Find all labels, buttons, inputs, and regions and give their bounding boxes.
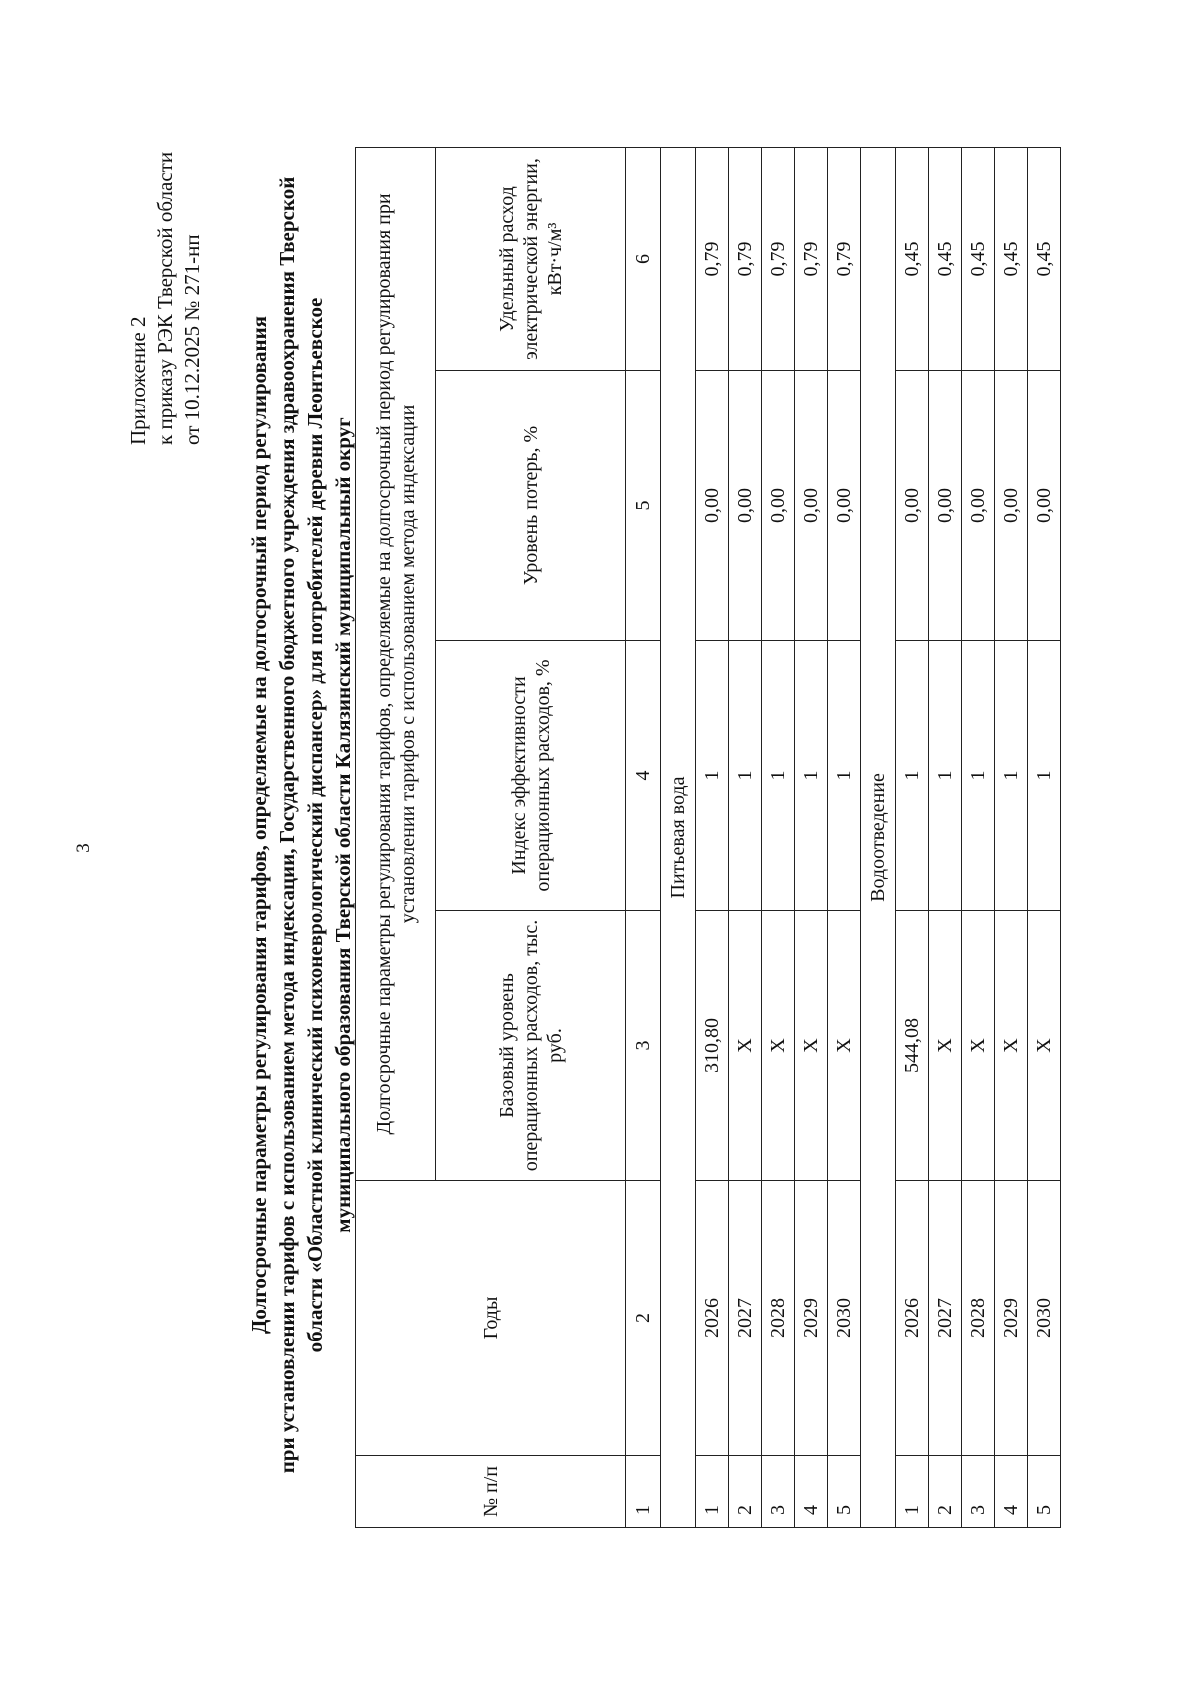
cell-num: 1 xyxy=(896,1456,929,1528)
appendix-line-2: к приказу РЭК Тверской области xyxy=(153,151,177,445)
header-energy-consumption: Удельный расход электрической энергии, кВт·ч/м³ xyxy=(436,147,626,370)
cell-year: 2026 xyxy=(696,1181,729,1456)
table-row xyxy=(795,147,828,1527)
appendix-line-3: от 10.12.2025 № 271-нп xyxy=(180,234,204,445)
column-number: 6 xyxy=(626,147,661,370)
cell-num: 5 xyxy=(1028,1456,1061,1528)
title-line-2: при установлении тарифов с использованием метода индексации, Государственного бюджетного учреждения здравоохранения Тверской xyxy=(275,176,299,1474)
cell-year: 2030 xyxy=(1028,1181,1061,1456)
cell-base-level: X xyxy=(762,911,795,1181)
page-number: 3 xyxy=(73,843,94,853)
cell-efficiency-index: 1 xyxy=(696,641,729,911)
header-group: Долгосрочные параметры регулирования тарифов, определяемые на долгосрочный период регулирования при установлении тарифов с использованием метода индексации xyxy=(356,147,436,1180)
appendix-reference xyxy=(125,115,206,445)
table-row xyxy=(729,147,762,1527)
cell-year: 2028 xyxy=(762,1181,795,1456)
cell-loss-level: 0,00 xyxy=(896,371,929,641)
header-years: Годы xyxy=(356,1181,626,1456)
cell-num: 2 xyxy=(729,1456,762,1528)
cell-efficiency-index: 1 xyxy=(729,641,762,911)
table-row xyxy=(828,147,861,1527)
cell-year: 2026 xyxy=(896,1181,929,1456)
cell-efficiency-index: 1 xyxy=(962,641,995,911)
cell-loss-level: 0,00 xyxy=(762,371,795,641)
cell-base-level: 544,08 xyxy=(896,911,929,1181)
appendix-line-1: Приложение 2 xyxy=(126,316,150,445)
cell-energy: 0,79 xyxy=(828,147,861,370)
title-line-4: муниципального образования Тверской области Калязинский муниципальный округ xyxy=(331,417,355,1233)
cell-efficiency-index: 1 xyxy=(995,641,1028,911)
section-title-drinking-water: Питьевая вода xyxy=(661,147,696,1527)
column-number: 5 xyxy=(626,371,661,641)
title-line-3: области «Областной клинический психоневрологический диспансер» для потребителей деревни Леонтьевское xyxy=(303,297,327,1353)
cell-num: 3 xyxy=(962,1456,995,1528)
cell-year: 2027 xyxy=(729,1181,762,1456)
column-number: 4 xyxy=(626,641,661,911)
cell-base-level: 310,80 xyxy=(696,911,729,1181)
header-efficiency-index: Индекс эффективности операционных расходов, % xyxy=(436,641,626,911)
cell-num: 2 xyxy=(929,1456,962,1528)
cell-efficiency-index: 1 xyxy=(762,641,795,911)
table-row xyxy=(929,147,962,1527)
cell-base-level: X xyxy=(1028,911,1061,1181)
cell-base-level: X xyxy=(729,911,762,1181)
cell-loss-level: 0,00 xyxy=(729,371,762,641)
cell-energy: 0,79 xyxy=(696,147,729,370)
cell-year: 2030 xyxy=(828,1181,861,1456)
cell-num: 5 xyxy=(828,1456,861,1528)
cell-energy: 0,45 xyxy=(896,147,929,370)
cell-loss-level: 0,00 xyxy=(929,371,962,641)
cell-energy: 0,79 xyxy=(729,147,762,370)
table-row xyxy=(896,147,929,1527)
title-line-1: Долгосрочные параметры регулирования тарифов, определяемые на долгосрочный период регулирования xyxy=(247,315,271,1335)
document-title xyxy=(245,135,357,1515)
cell-energy: 0,79 xyxy=(795,147,828,370)
cell-base-level: X xyxy=(828,911,861,1181)
cell-num: 1 xyxy=(696,1456,729,1528)
cell-energy: 0,79 xyxy=(762,147,795,370)
cell-base-level: X xyxy=(795,911,828,1181)
cell-base-level: X xyxy=(962,911,995,1181)
cell-num: 4 xyxy=(995,1456,1028,1528)
cell-efficiency-index: 1 xyxy=(828,641,861,911)
cell-energy: 0,45 xyxy=(962,147,995,370)
cell-energy: 0,45 xyxy=(929,147,962,370)
cell-year: 2029 xyxy=(995,1181,1028,1456)
parameters-table xyxy=(355,147,1061,1528)
header-base-level: Базовый уровень операционных расходов, тыс. руб. xyxy=(436,911,626,1181)
cell-efficiency-index: 1 xyxy=(896,641,929,911)
cell-num: 4 xyxy=(795,1456,828,1528)
cell-base-level: X xyxy=(929,911,962,1181)
rotated-sheet xyxy=(75,135,1145,1555)
cell-energy: 0,45 xyxy=(995,147,1028,370)
cell-energy: 0,45 xyxy=(1028,147,1061,370)
cell-year: 2028 xyxy=(962,1181,995,1456)
cell-loss-level: 0,00 xyxy=(995,371,1028,641)
cell-loss-level: 0,00 xyxy=(795,371,828,641)
cell-loss-level: 0,00 xyxy=(1028,371,1061,641)
table-row xyxy=(995,147,1028,1527)
cell-year: 2027 xyxy=(929,1181,962,1456)
cell-efficiency-index: 1 xyxy=(929,641,962,911)
cell-year: 2029 xyxy=(795,1181,828,1456)
cell-loss-level: 0,00 xyxy=(696,371,729,641)
column-number: 2 xyxy=(626,1181,661,1456)
cell-base-level: X xyxy=(995,911,1028,1181)
cell-loss-level: 0,00 xyxy=(828,371,861,641)
table-row xyxy=(1028,147,1061,1527)
cell-loss-level: 0,00 xyxy=(962,371,995,641)
cell-num: 3 xyxy=(762,1456,795,1528)
cell-efficiency-index: 1 xyxy=(1028,641,1061,911)
header-loss-level: Уровень потерь, % xyxy=(436,371,626,641)
cell-efficiency-index: 1 xyxy=(795,641,828,911)
section-title-wastewater: Водоотведение xyxy=(861,147,896,1527)
table-row xyxy=(762,147,795,1527)
column-number: 3 xyxy=(626,911,661,1181)
column-number: 1 xyxy=(626,1456,661,1528)
table-row xyxy=(696,147,729,1527)
header-num: № п/п xyxy=(356,1456,626,1528)
table-row xyxy=(962,147,995,1527)
